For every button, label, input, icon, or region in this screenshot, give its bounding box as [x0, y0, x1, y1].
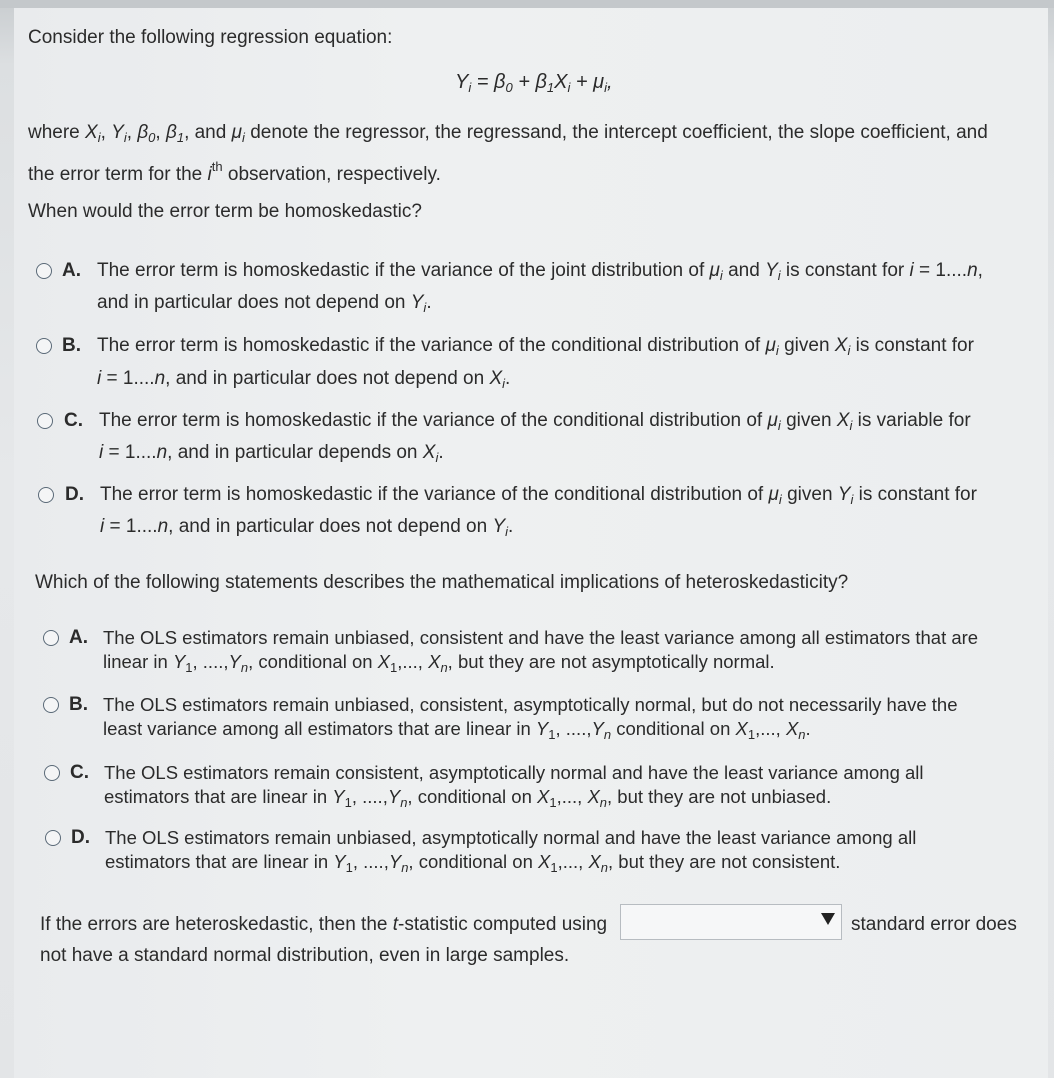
regression-equation: $Y_i = \beta_0 + \beta_1X_i + \mu_i$, [455, 71, 613, 95]
radio-button[interactable] [36, 263, 52, 279]
question-2-text: Which of the following statements describes the mathematical implications of heteroskedasticity? [35, 572, 849, 593]
standard-error-dropdown[interactable] [620, 904, 842, 940]
option-text-line2: linear in $Y_1$, $....,Y_n$, conditional on $X_1$,..., $X_n$, but they are not asymptotically normal. [103, 651, 775, 675]
option-text-line2: i = 1....n, and in particular does not depend on $X_i$. [97, 368, 511, 391]
option-letter: B. [62, 335, 81, 356]
option-text-line2: estimators that are linear in $Y_1$, $....,Y_n$, conditional on $X_1$,..., $X_n$, but they are not consistent. [105, 851, 841, 875]
option-text-line1: The error term is homoskedastic if the variance of the conditional distribution of $\mu_i$ given $X_i$ is variable for [99, 410, 971, 433]
intro-text: Consider the following regression equation: [28, 27, 393, 48]
where-line-2: the error term for the $i^{th}$ observation, respectively. [28, 159, 441, 185]
radio-button[interactable] [37, 413, 53, 429]
option-text-line1: The OLS estimators remain unbiased, consistent and have the least variance among all estimators that are [103, 627, 979, 648]
option-text-line2: estimators that are linear in $Y_1$, $....,Y_n$, conditional on $X_1$,..., $X_n$, but they are not unbiased. [104, 786, 832, 810]
option-text-line1: The OLS estimators remain unbiased, consistent, asymptotically normal, but do not necessarily have the [103, 694, 958, 715]
radio-button[interactable] [38, 487, 54, 503]
dropdown-arrow-icon[interactable] [821, 913, 835, 925]
option-letter: D. [71, 827, 90, 848]
question-3-before: If the errors are heteroskedastic, then the t-statistic computed using [40, 914, 608, 935]
option-text-line2: i = 1....n, and in particular depends on $X_i$. [99, 442, 444, 465]
option-text-line1: The error term is homoskedastic if the variance of the joint distribution of $\mu_i$ and $Y_i$ is constant for i = 1....n, [97, 260, 983, 283]
radio-button[interactable] [45, 830, 61, 846]
option-text-line1: The OLS estimators remain consistent, asymptotically normal and have the least variance among all [104, 762, 924, 783]
radio-button[interactable] [43, 630, 59, 646]
option-text-line2: and in particular does not depend on $Y_i$. [97, 292, 432, 315]
option-text-line1: The error term is homoskedastic if the variance of the conditional distribution of $\mu_i$ given $X_i$ is constant for [97, 335, 974, 358]
top-border [0, 0, 1054, 8]
option-text-line1: The error term is homoskedastic if the variance of the conditional distribution of $\mu_i$ given $Y_i$ is constant for [100, 484, 977, 507]
radio-button[interactable] [43, 697, 59, 713]
question-3-line2: not have a standard normal distribution, even in large samples. [40, 945, 570, 966]
option-letter: D. [65, 484, 84, 505]
question-3-after: standard error does [851, 914, 1017, 935]
option-letter: C. [70, 762, 89, 783]
option-letter: C. [64, 410, 83, 431]
radio-button[interactable] [36, 338, 52, 354]
option-text-line1: The OLS estimators remain unbiased, asymptotically normal and have the least variance among all [105, 827, 917, 848]
option-letter: A. [62, 260, 81, 281]
option-text-line2: least variance among all estimators that are linear in $Y_1$, $....,Y_n$ conditional on $X_1$,..., $X_n$. [103, 718, 811, 742]
option-text-line2: i = 1....n, and in particular does not depend on $Y_i$. [100, 516, 514, 539]
where-line-1: where $X_i$, $Y_i$, $\beta_0$, $\beta_1$, and $\mu_i$ denote the regressor, the regressand, the intercept coefficient, the slope coefficient, and [28, 122, 988, 145]
question-1-text: When would the error term be homoskedastic? [28, 201, 422, 222]
option-letter: B. [69, 694, 88, 715]
option-letter: A. [69, 627, 88, 648]
radio-button[interactable] [44, 765, 60, 781]
